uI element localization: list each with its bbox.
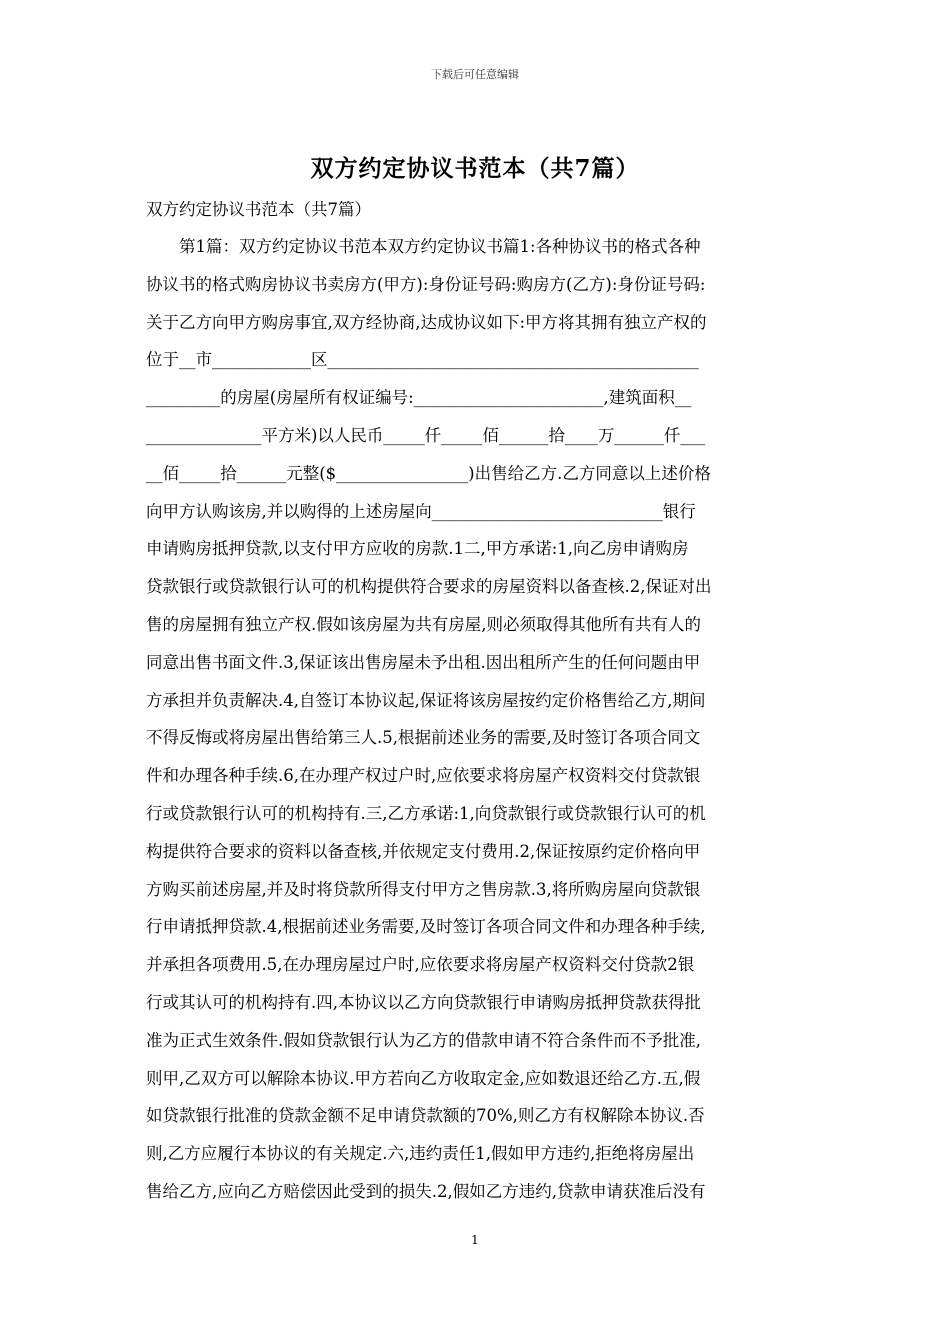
body-line: 行或其认可的机构持有.四,本协议以乙方向贷款银行申请购房抵押贷款获得批 (146, 992, 701, 1012)
document-subtitle: 双方约定协议书范本（共7篇） (146, 200, 371, 219)
body-line: 方购买前述房屋,并及时将贷款所得支付甲方之售房款.3,将所购房屋向贷款银 (146, 879, 701, 899)
header-note: 下载后可任意编辑 (431, 68, 519, 81)
body-line: 行申请抵押贷款.4,根据前述业务需要,及时签订各项合同文件和办理各种手续, (146, 917, 706, 937)
body-line: 并承担各项费用.5,在办理房屋过户时,应依要求将房屋产权资料交付贷款2银 (146, 955, 695, 975)
document-body (146, 232, 809, 1215)
document-title: 双方约定协议书范本（共7篇） (310, 155, 640, 182)
body-line: 则甲,乙双方可以解除本协议.甲方若向乙方收取定金,应如数退还给乙方.五,假 (146, 1068, 701, 1088)
page-number: 1 (471, 1233, 479, 1247)
body-line: 构提供符合要求的资料以备查核,并依规定支付费用.2,保证按原约定价格向甲 (146, 841, 701, 861)
body-line: 则,乙方应履行本协议的有关规定.六,违约责任1,假如甲方违约,拒绝将房屋出 (146, 1144, 695, 1164)
body-line: 贷款银行或贷款银行认可的机构提供符合要求的房屋资料以备查核.2,保证对出 (146, 577, 712, 597)
body-line: _________的房屋(房屋所有权证编号:_______________________,建筑面积__ (146, 388, 692, 408)
body-line: 向甲方认购该房,并以购得的上述房屋向____________________________银行 (146, 501, 696, 521)
body-line: 不得反悔或将房屋出售给第三人.5,根据前述业务的需要,及时签订各项合同文 (146, 728, 701, 748)
body-line: 协议书的格式购房协议书卖房方(甲方):身份证号码:购房方(乙方):身份证号码: (146, 274, 706, 294)
body-line: 件和办理各种手续.6,在办理产权过户时,应依要求将房屋产权资料交付贷款银 (146, 766, 701, 786)
body-line: 行或贷款银行认可的机构持有.三,乙方承诺:1,向贷款银行或贷款银行认可的机 (146, 803, 706, 823)
body-line: 方承担并负责解决.4,自签订本协议起,保证将该房屋按约定价格售给乙方,期间 (146, 690, 706, 710)
body-line: 关于乙方向甲方购房事宜,双方经协商,达成协议如下:甲方将其拥有独立产权的 (146, 312, 707, 332)
body-line: 售的房屋拥有独立产权.假如该房屋为共有房屋,则必须取得其他所有共有人的 (146, 614, 701, 634)
body-line: 第1篇：双方约定协议书范本双方约定协议书篇1:各种协议书的格式各种 (146, 237, 701, 256)
body-line: __佰_____拾______元整($________________)出售给乙方.乙方同意以上述价格 (146, 463, 711, 483)
body-line: 售给乙方,应向乙方赔偿因此受到的损失.2,假如乙方违约,贷款申请获准后没有 (146, 1181, 706, 1201)
body-line: 如贷款银行批准的贷款金额不足申请贷款额的70%,则乙方有权解除本协议.否 (146, 1106, 705, 1126)
body-line: 准为正式生效条件.假如贷款银行认为乙方的借款申请不符合条件而不予批准, (146, 1030, 701, 1050)
body-line: ______________平方米)以人民币_____仟_____佰______拾____万______仟___ (146, 425, 706, 445)
body-line: 同意出售书面文件.3,保证该出售房屋未予出租.因出租所产生的任何问题由甲 (146, 652, 701, 672)
body-line: 申请购房抵押贷款,以支付甲方应收的房款.1二,甲方承诺:1,向乙房申请购房 (146, 539, 689, 559)
body-line: 位于__市____________区_____________________________________________ (146, 350, 699, 370)
